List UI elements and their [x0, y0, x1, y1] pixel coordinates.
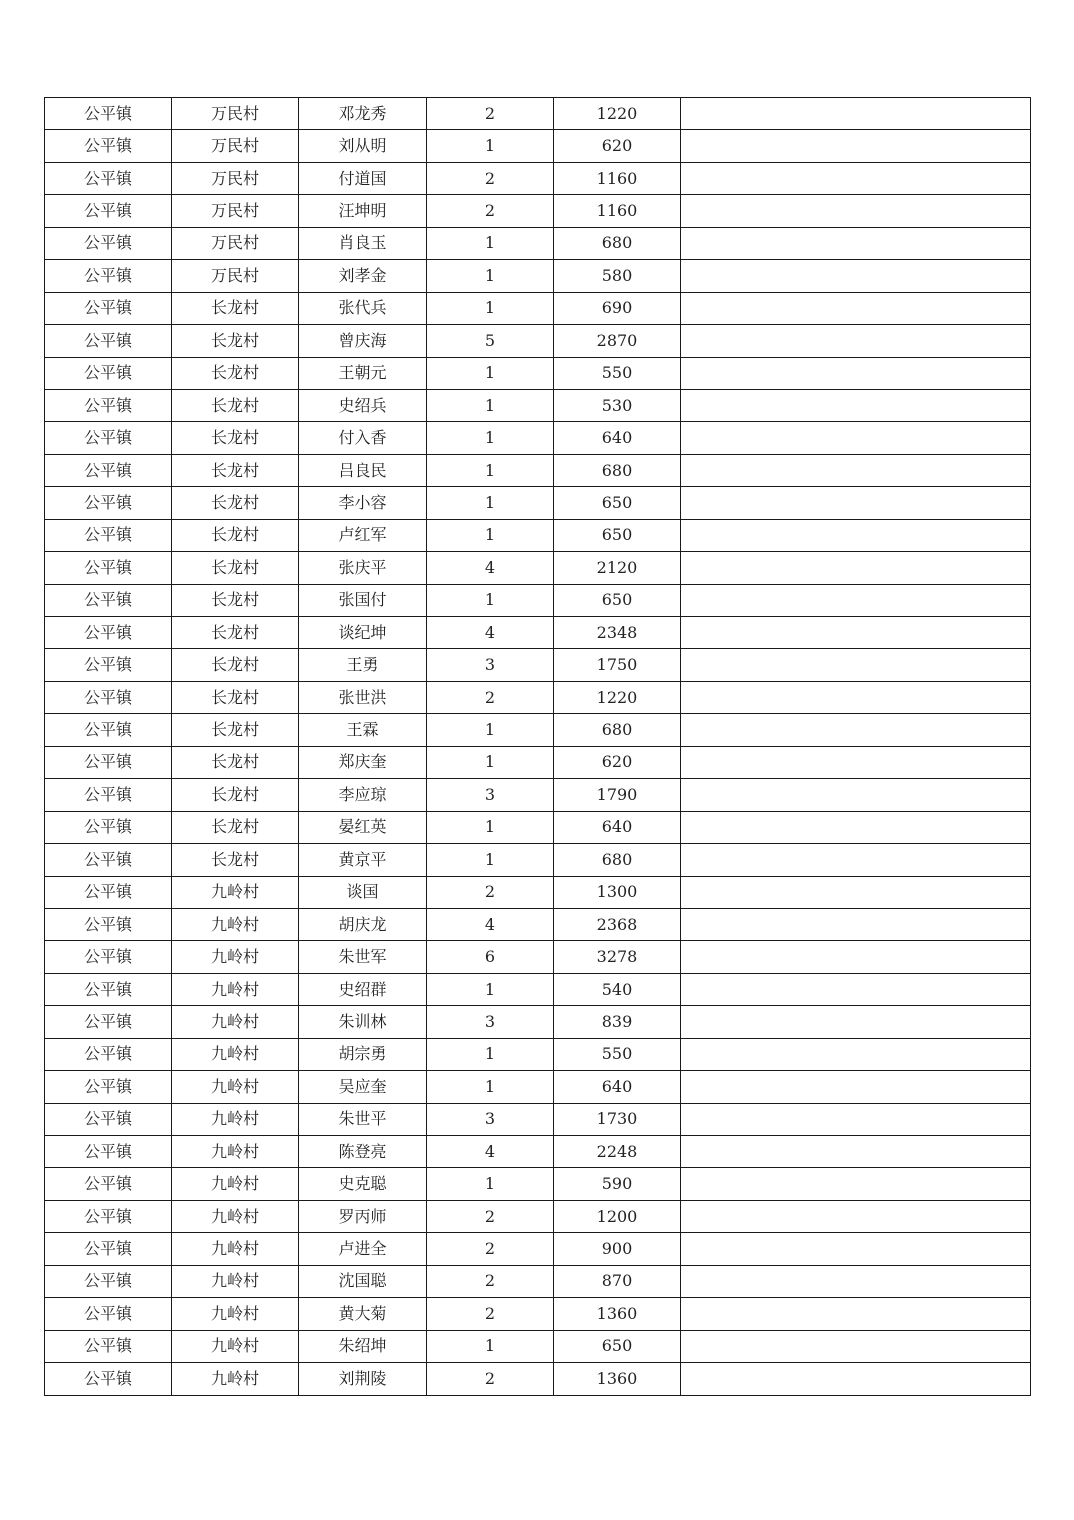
town-cell: 公平镇	[45, 681, 172, 713]
village-cell: 九岭村	[172, 1038, 299, 1070]
village-cell: 万民村	[172, 130, 299, 162]
amount-cell: 540	[554, 973, 681, 1005]
name-cell: 郑庆奎	[299, 746, 427, 778]
town-cell: 公平镇	[45, 454, 172, 486]
amount-cell: 1360	[554, 1363, 681, 1395]
table-row	[45, 357, 1031, 389]
village-cell: 长龙村	[172, 325, 299, 357]
household-count-cell: 1	[427, 714, 554, 746]
name-cell: 王霖	[299, 714, 427, 746]
amount-cell: 550	[554, 357, 681, 389]
name-cell: 付道国	[299, 162, 427, 194]
note-cell	[681, 422, 1031, 454]
village-cell: 九岭村	[172, 1103, 299, 1135]
table-row	[45, 584, 1031, 616]
village-cell: 长龙村	[172, 584, 299, 616]
table-row	[45, 1168, 1031, 1200]
household-count-cell: 2	[427, 162, 554, 194]
village-cell: 万民村	[172, 260, 299, 292]
table-row	[45, 1233, 1031, 1265]
town-cell: 公平镇	[45, 422, 172, 454]
town-cell: 公平镇	[45, 1071, 172, 1103]
amount-cell: 2248	[554, 1136, 681, 1168]
note-cell	[681, 552, 1031, 584]
amount-cell: 1730	[554, 1103, 681, 1135]
amount-cell: 650	[554, 584, 681, 616]
table-row	[45, 227, 1031, 259]
name-cell: 陈登亮	[299, 1136, 427, 1168]
table-row	[45, 617, 1031, 649]
town-cell: 公平镇	[45, 1330, 172, 1362]
amount-cell: 839	[554, 1006, 681, 1038]
town-cell: 公平镇	[45, 1265, 172, 1297]
town-cell: 公平镇	[45, 714, 172, 746]
town-cell: 公平镇	[45, 811, 172, 843]
table-row	[45, 454, 1031, 486]
village-cell: 长龙村	[172, 389, 299, 421]
amount-cell: 870	[554, 1265, 681, 1297]
name-cell: 张代兵	[299, 292, 427, 324]
village-cell: 长龙村	[172, 292, 299, 324]
town-cell: 公平镇	[45, 973, 172, 1005]
note-cell	[681, 357, 1031, 389]
town-cell: 公平镇	[45, 487, 172, 519]
town-cell: 公平镇	[45, 325, 172, 357]
town-cell: 公平镇	[45, 876, 172, 908]
village-cell: 长龙村	[172, 714, 299, 746]
table-row	[45, 876, 1031, 908]
note-cell	[681, 325, 1031, 357]
household-count-cell: 1	[427, 130, 554, 162]
household-count-cell: 1	[427, 519, 554, 551]
household-count-cell: 3	[427, 779, 554, 811]
name-cell: 卢进全	[299, 1233, 427, 1265]
village-cell: 九岭村	[172, 941, 299, 973]
town-cell: 公平镇	[45, 1233, 172, 1265]
name-cell: 朱训林	[299, 1006, 427, 1038]
village-cell: 长龙村	[172, 422, 299, 454]
village-cell: 长龙村	[172, 811, 299, 843]
household-count-cell: 1	[427, 422, 554, 454]
household-count-cell: 1	[427, 260, 554, 292]
table-row	[45, 1330, 1031, 1362]
village-cell: 万民村	[172, 98, 299, 130]
amount-cell: 640	[554, 811, 681, 843]
table-row	[45, 1038, 1031, 1070]
household-count-cell: 3	[427, 649, 554, 681]
amount-cell: 1160	[554, 195, 681, 227]
note-cell	[681, 1038, 1031, 1070]
amount-cell: 590	[554, 1168, 681, 1200]
town-cell: 公平镇	[45, 649, 172, 681]
village-cell: 九岭村	[172, 908, 299, 940]
table-row	[45, 1006, 1031, 1038]
name-cell: 张庆平	[299, 552, 427, 584]
amount-cell: 530	[554, 389, 681, 421]
name-cell: 张国付	[299, 584, 427, 616]
table-row	[45, 292, 1031, 324]
household-count-cell: 1	[427, 844, 554, 876]
amount-cell: 680	[554, 844, 681, 876]
table-row	[45, 973, 1031, 1005]
note-cell	[681, 260, 1031, 292]
village-cell: 九岭村	[172, 1168, 299, 1200]
village-cell: 长龙村	[172, 519, 299, 551]
table-row	[45, 1136, 1031, 1168]
note-cell	[681, 681, 1031, 713]
table-row	[45, 1265, 1031, 1297]
name-cell: 王勇	[299, 649, 427, 681]
table-row	[45, 552, 1031, 584]
household-count-cell: 1	[427, 292, 554, 324]
town-cell: 公平镇	[45, 1006, 172, 1038]
note-cell	[681, 1265, 1031, 1297]
name-cell: 谈国	[299, 876, 427, 908]
household-count-cell: 2	[427, 98, 554, 130]
amount-cell: 2368	[554, 908, 681, 940]
note-cell	[681, 162, 1031, 194]
note-cell	[681, 454, 1031, 486]
name-cell: 吕良民	[299, 454, 427, 486]
table-row	[45, 162, 1031, 194]
table-row	[45, 195, 1031, 227]
amount-cell: 1220	[554, 98, 681, 130]
amount-cell: 650	[554, 1330, 681, 1362]
amount-cell: 650	[554, 487, 681, 519]
note-cell	[681, 811, 1031, 843]
amount-cell: 620	[554, 746, 681, 778]
town-cell: 公平镇	[45, 292, 172, 324]
amount-cell: 1750	[554, 649, 681, 681]
note-cell	[681, 1298, 1031, 1330]
name-cell: 刘孝金	[299, 260, 427, 292]
note-cell	[681, 1330, 1031, 1362]
table-row	[45, 1298, 1031, 1330]
village-cell: 长龙村	[172, 779, 299, 811]
table-row	[45, 1200, 1031, 1232]
amount-cell: 680	[554, 454, 681, 486]
note-cell	[681, 1363, 1031, 1395]
household-count-cell: 1	[427, 1071, 554, 1103]
village-cell: 九岭村	[172, 1006, 299, 1038]
household-count-cell: 3	[427, 1006, 554, 1038]
village-cell: 长龙村	[172, 649, 299, 681]
note-cell	[681, 941, 1031, 973]
note-cell	[681, 487, 1031, 519]
amount-cell: 550	[554, 1038, 681, 1070]
name-cell: 李小容	[299, 487, 427, 519]
town-cell: 公平镇	[45, 844, 172, 876]
amount-cell: 1360	[554, 1298, 681, 1330]
village-cell: 九岭村	[172, 1265, 299, 1297]
table-row	[45, 941, 1031, 973]
village-cell: 万民村	[172, 227, 299, 259]
note-cell	[681, 195, 1031, 227]
household-count-cell: 4	[427, 552, 554, 584]
household-count-cell: 1	[427, 1168, 554, 1200]
town-cell: 公平镇	[45, 162, 172, 194]
village-cell: 九岭村	[172, 1298, 299, 1330]
amount-cell: 620	[554, 130, 681, 162]
name-cell: 付入香	[299, 422, 427, 454]
town-cell: 公平镇	[45, 98, 172, 130]
table-row	[45, 487, 1031, 519]
village-cell: 万民村	[172, 195, 299, 227]
household-count-cell: 4	[427, 617, 554, 649]
town-cell: 公平镇	[45, 908, 172, 940]
town-cell: 公平镇	[45, 260, 172, 292]
household-count-cell: 2	[427, 1363, 554, 1395]
name-cell: 汪坤明	[299, 195, 427, 227]
amount-cell: 680	[554, 227, 681, 259]
name-cell: 黄大菊	[299, 1298, 427, 1330]
town-cell: 公平镇	[45, 519, 172, 551]
table-row	[45, 1103, 1031, 1135]
name-cell: 肖良玉	[299, 227, 427, 259]
household-count-cell: 2	[427, 1233, 554, 1265]
amount-cell: 1790	[554, 779, 681, 811]
table-row	[45, 519, 1031, 551]
household-count-cell: 1	[427, 1330, 554, 1362]
note-cell	[681, 98, 1031, 130]
table-row	[45, 389, 1031, 421]
table-row	[45, 746, 1031, 778]
household-count-cell: 2	[427, 1200, 554, 1232]
note-cell	[681, 714, 1031, 746]
village-cell: 长龙村	[172, 844, 299, 876]
records-table	[44, 97, 1031, 1396]
town-cell: 公平镇	[45, 1298, 172, 1330]
table-row	[45, 779, 1031, 811]
amount-cell: 2870	[554, 325, 681, 357]
note-cell	[681, 1136, 1031, 1168]
name-cell: 邓龙秀	[299, 98, 427, 130]
village-cell: 九岭村	[172, 1330, 299, 1362]
household-count-cell: 3	[427, 1103, 554, 1135]
town-cell: 公平镇	[45, 552, 172, 584]
note-cell	[681, 584, 1031, 616]
village-cell: 九岭村	[172, 1136, 299, 1168]
name-cell: 沈国聪	[299, 1265, 427, 1297]
household-count-cell: 2	[427, 1265, 554, 1297]
amount-cell: 640	[554, 1071, 681, 1103]
village-cell: 九岭村	[172, 1071, 299, 1103]
amount-cell: 1220	[554, 681, 681, 713]
name-cell: 黄京平	[299, 844, 427, 876]
table-row	[45, 844, 1031, 876]
name-cell: 王朝元	[299, 357, 427, 389]
village-cell: 九岭村	[172, 1233, 299, 1265]
table-row	[45, 649, 1031, 681]
town-cell: 公平镇	[45, 1103, 172, 1135]
note-cell	[681, 649, 1031, 681]
amount-cell: 2348	[554, 617, 681, 649]
note-cell	[681, 1006, 1031, 1038]
table-row	[45, 260, 1031, 292]
table-row	[45, 325, 1031, 357]
town-cell: 公平镇	[45, 1168, 172, 1200]
table-row	[45, 681, 1031, 713]
note-cell	[681, 389, 1031, 421]
town-cell: 公平镇	[45, 227, 172, 259]
household-count-cell: 1	[427, 227, 554, 259]
amount-cell: 690	[554, 292, 681, 324]
table-row	[45, 1071, 1031, 1103]
table-row	[45, 908, 1031, 940]
amount-cell: 1160	[554, 162, 681, 194]
note-cell	[681, 519, 1031, 551]
household-count-cell: 1	[427, 454, 554, 486]
table-row	[45, 714, 1031, 746]
records-table-body	[45, 98, 1031, 1396]
village-cell: 九岭村	[172, 973, 299, 1005]
name-cell: 刘荆陵	[299, 1363, 427, 1395]
name-cell: 曾庆海	[299, 325, 427, 357]
amount-cell: 680	[554, 714, 681, 746]
household-count-cell: 1	[427, 487, 554, 519]
village-cell: 长龙村	[172, 746, 299, 778]
town-cell: 公平镇	[45, 389, 172, 421]
town-cell: 公平镇	[45, 195, 172, 227]
town-cell: 公平镇	[45, 746, 172, 778]
village-cell: 九岭村	[172, 876, 299, 908]
village-cell: 九岭村	[172, 1363, 299, 1395]
town-cell: 公平镇	[45, 779, 172, 811]
name-cell: 史绍群	[299, 973, 427, 1005]
note-cell	[681, 617, 1031, 649]
name-cell: 朱绍坤	[299, 1330, 427, 1362]
name-cell: 罗丙师	[299, 1200, 427, 1232]
name-cell: 谈纪坤	[299, 617, 427, 649]
note-cell	[681, 1200, 1031, 1232]
table-row	[45, 422, 1031, 454]
household-count-cell: 1	[427, 389, 554, 421]
town-cell: 公平镇	[45, 1363, 172, 1395]
note-cell	[681, 1103, 1031, 1135]
name-cell: 刘从明	[299, 130, 427, 162]
note-cell	[681, 908, 1031, 940]
household-count-cell: 2	[427, 681, 554, 713]
note-cell	[681, 844, 1031, 876]
town-cell: 公平镇	[45, 1200, 172, 1232]
name-cell: 李应琼	[299, 779, 427, 811]
village-cell: 万民村	[172, 162, 299, 194]
note-cell	[681, 1071, 1031, 1103]
name-cell: 张世洪	[299, 681, 427, 713]
name-cell: 吴应奎	[299, 1071, 427, 1103]
table-row	[45, 130, 1031, 162]
amount-cell: 640	[554, 422, 681, 454]
note-cell	[681, 779, 1031, 811]
household-count-cell: 1	[427, 746, 554, 778]
amount-cell: 2120	[554, 552, 681, 584]
amount-cell: 1300	[554, 876, 681, 908]
town-cell: 公平镇	[45, 1038, 172, 1070]
note-cell	[681, 1233, 1031, 1265]
household-count-cell: 6	[427, 941, 554, 973]
household-count-cell: 4	[427, 908, 554, 940]
note-cell	[681, 973, 1031, 1005]
amount-cell: 1200	[554, 1200, 681, 1232]
name-cell: 史克聪	[299, 1168, 427, 1200]
household-count-cell: 5	[427, 325, 554, 357]
name-cell: 卢红军	[299, 519, 427, 551]
household-count-cell: 2	[427, 1298, 554, 1330]
table-row	[45, 811, 1031, 843]
table-row	[45, 98, 1031, 130]
household-count-cell: 2	[427, 876, 554, 908]
town-cell: 公平镇	[45, 617, 172, 649]
village-cell: 九岭村	[172, 1200, 299, 1232]
table-row	[45, 1363, 1031, 1395]
household-count-cell: 1	[427, 811, 554, 843]
amount-cell: 3278	[554, 941, 681, 973]
note-cell	[681, 1168, 1031, 1200]
town-cell: 公平镇	[45, 584, 172, 616]
village-cell: 长龙村	[172, 681, 299, 713]
household-count-cell: 4	[427, 1136, 554, 1168]
village-cell: 长龙村	[172, 454, 299, 486]
household-count-cell: 1	[427, 357, 554, 389]
name-cell: 朱世军	[299, 941, 427, 973]
name-cell: 朱世平	[299, 1103, 427, 1135]
note-cell	[681, 227, 1031, 259]
name-cell: 晏红英	[299, 811, 427, 843]
village-cell: 长龙村	[172, 552, 299, 584]
village-cell: 长龙村	[172, 357, 299, 389]
amount-cell: 580	[554, 260, 681, 292]
note-cell	[681, 746, 1031, 778]
village-cell: 长龙村	[172, 617, 299, 649]
name-cell: 史绍兵	[299, 389, 427, 421]
town-cell: 公平镇	[45, 357, 172, 389]
village-cell: 长龙村	[172, 487, 299, 519]
note-cell	[681, 292, 1031, 324]
household-count-cell: 1	[427, 1038, 554, 1070]
town-cell: 公平镇	[45, 1136, 172, 1168]
household-count-cell: 2	[427, 195, 554, 227]
town-cell: 公平镇	[45, 130, 172, 162]
household-count-cell: 1	[427, 973, 554, 1005]
name-cell: 胡宗勇	[299, 1038, 427, 1070]
note-cell	[681, 876, 1031, 908]
town-cell: 公平镇	[45, 941, 172, 973]
name-cell: 胡庆龙	[299, 908, 427, 940]
amount-cell: 650	[554, 519, 681, 551]
amount-cell: 900	[554, 1233, 681, 1265]
note-cell	[681, 130, 1031, 162]
household-count-cell: 1	[427, 584, 554, 616]
